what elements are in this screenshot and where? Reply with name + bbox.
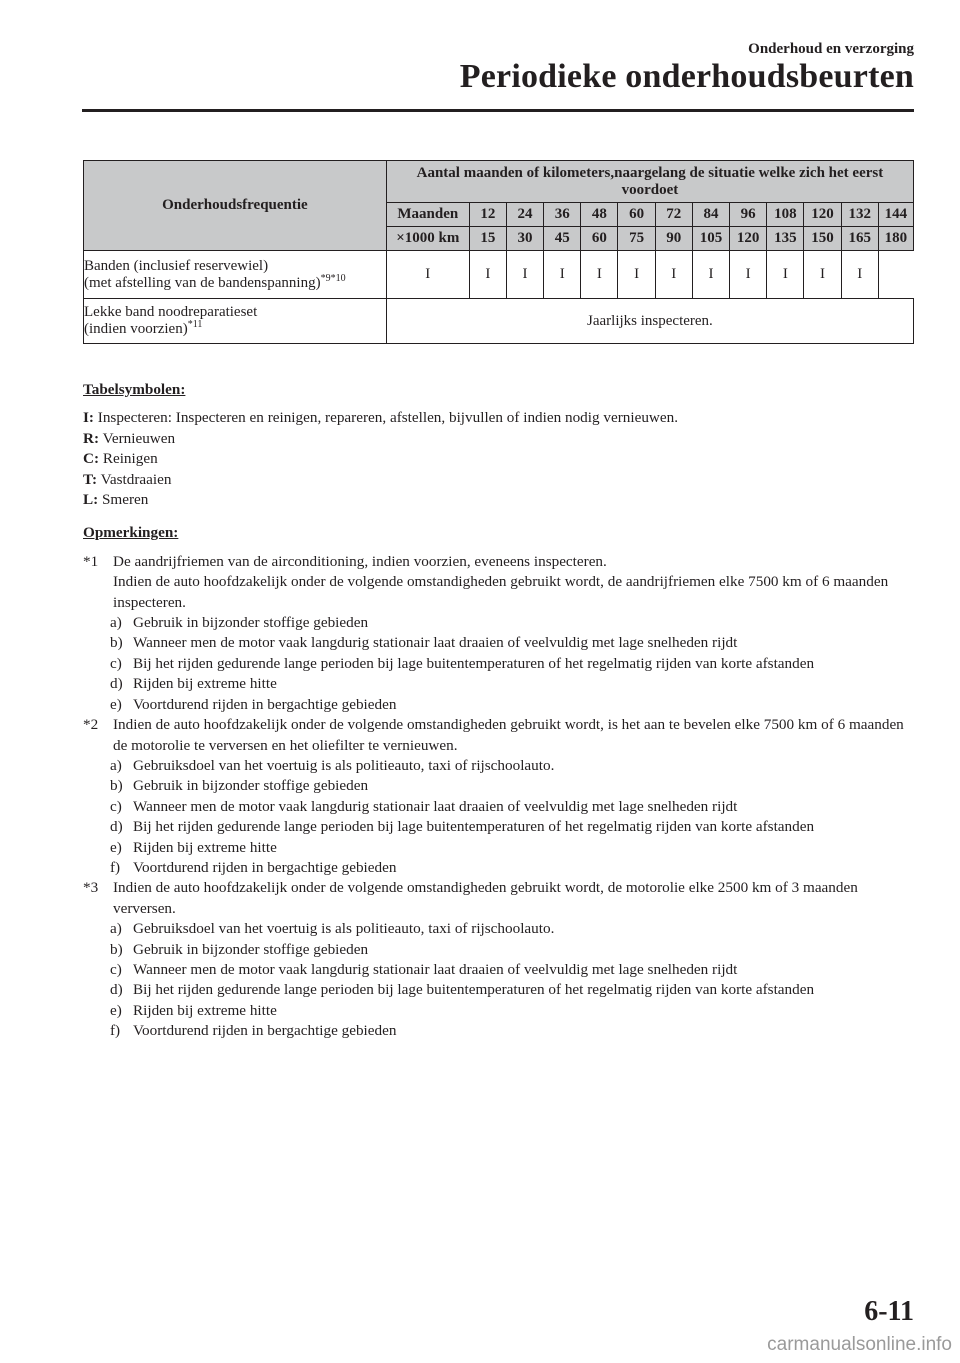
symbols-list — [83, 408, 914, 510]
subitem-mark: d) — [110, 818, 123, 836]
row-description — [84, 251, 387, 299]
note-subitem — [83, 633, 914, 653]
note-subitem — [83, 1001, 914, 1021]
month-cell: 72 — [655, 203, 692, 227]
subitem-text: Bij het rijden gedurende lange perioden bij lage buitentemperaturen of het regelmatig rijden van korte afstanden — [133, 981, 815, 999]
month-cell: 48 — [581, 203, 618, 227]
maintenance-schedule-table — [83, 160, 914, 344]
subitem-mark: b) — [110, 940, 123, 958]
km-cell: 150 — [804, 227, 841, 251]
interval-cell: I — [581, 251, 618, 299]
km-cell: 165 — [841, 227, 878, 251]
subitem-text: Gebruik in bijzonder stoffige gebieden — [133, 614, 369, 632]
subitem-mark: a) — [110, 614, 122, 632]
subitem-text: Gebruiksdoel van het voertuig is als politieauto, taxi of rijschoolauto. — [133, 920, 555, 938]
km-cell: 180 — [878, 227, 913, 251]
km-cell: 15 — [469, 227, 506, 251]
note-subitem — [83, 940, 914, 960]
month-cell: 96 — [730, 203, 767, 227]
frequency-label-cell: Onderhoudsfrequentie — [84, 161, 387, 251]
note-subitem — [83, 695, 914, 715]
note-subitem — [83, 613, 914, 633]
symbol-text: Smeren — [101, 491, 149, 509]
km-cell: 30 — [506, 227, 543, 251]
annual-inspection-cell: Jaarlijks inspecteren. — [386, 299, 913, 344]
subitem-text: Voortdurend rijden in bergachtige gebieden — [133, 695, 397, 713]
symbol-text: Vernieuwen — [102, 429, 176, 447]
interval-cell: I — [804, 251, 841, 299]
month-cell: 84 — [692, 203, 729, 227]
subitem-text: Wanneer men de motor vaak langdurig stationair laat draaien of veelvuldig met lage snelheden rijdt — [133, 797, 738, 815]
subitem-text: Bij het rijden gedurende lange perioden bij lage buitentemperaturen of het regelmatig rijden van korte afstanden — [133, 654, 815, 672]
subitem-mark: a) — [110, 920, 122, 938]
month-cell: 36 — [544, 203, 581, 227]
interval-cell: I — [655, 251, 692, 299]
interval-cell: I — [544, 251, 581, 299]
symbol-key: T: — [83, 470, 98, 488]
row-line-2: (met afstelling van de bandenspanning) — [84, 274, 321, 291]
footnote-ref: *11 — [187, 319, 203, 330]
note-subitem — [83, 817, 914, 837]
subitem-mark: c) — [110, 797, 122, 815]
note-subitem — [83, 1021, 914, 1041]
km-cell: 45 — [544, 227, 581, 251]
km-cell: 90 — [655, 227, 692, 251]
subitem-mark: a) — [110, 756, 122, 774]
section-name: Onderhoud en verzorging — [748, 41, 914, 57]
note-subitem — [83, 838, 914, 858]
subitem-mark: e) — [110, 695, 122, 713]
month-cell: 144 — [878, 203, 913, 227]
interval-cell: I — [618, 251, 655, 299]
page-number: 6-11 — [864, 1296, 914, 1327]
subitem-mark: c) — [110, 960, 122, 978]
subitem-text: Voortdurend rijden in bergachtige gebieden — [133, 858, 397, 876]
subitem-text: Wanneer men de motor vaak langdurig stationair laat draaien of veelvuldig met lage snelheden rijdt — [133, 960, 738, 978]
subitem-text: Rijden bij extreme hitte — [133, 838, 277, 856]
months-label: Maanden — [386, 203, 469, 227]
subitem-mark: e) — [110, 838, 122, 856]
note-subitem — [83, 980, 914, 1000]
month-cell: 132 — [841, 203, 878, 227]
note-text: Indien de auto hoofdzakelijk onder de volgende omstandigheden gebruikt wordt, de motorolie elke 2500 km of 3 maanden verversen. — [113, 879, 858, 917]
km-label: ×1000 km — [386, 227, 469, 251]
symbol-key: I: — [83, 409, 94, 427]
note-subitem — [83, 674, 914, 694]
subitem-mark: d) — [110, 981, 123, 999]
subitem-text: Gebruik in bijzonder stoffige gebieden — [133, 940, 369, 958]
notes-section — [83, 380, 914, 1042]
symbol-item — [83, 470, 914, 490]
month-cell: 12 — [469, 203, 506, 227]
note-text: Indien de auto hoofdzakelijk onder de volgende omstandigheden gebruikt wordt, de aandrijfriemen elke 7500 km of 6 maanden inspecteren. — [113, 573, 889, 611]
symbol-item — [83, 449, 914, 469]
subitem-text: Bij het rijden gedurende lange perioden bij lage buitentemperaturen of het regelmatig rijden van korte afstanden — [133, 818, 815, 836]
note-subitem — [83, 756, 914, 776]
note-subitem — [83, 776, 914, 796]
table-row — [84, 251, 914, 299]
subitem-mark: b) — [110, 777, 123, 795]
symbol-text: Reinigen — [102, 450, 158, 468]
km-cell: 105 — [692, 227, 729, 251]
subitem-mark: e) — [110, 1001, 122, 1019]
row-line-1: Lekke band noodreparatieset — [84, 304, 258, 320]
note-subitem — [83, 858, 914, 878]
interval-cell: I — [730, 251, 767, 299]
subitem-mark: d) — [110, 675, 123, 693]
subitem-text: Voortdurend rijden in bergachtige gebieden — [133, 1022, 397, 1040]
km-cell: 60 — [581, 227, 618, 251]
remarks-heading: Opmerkingen: — [83, 524, 179, 542]
remarks-list — [83, 552, 914, 1042]
note-text: Indien de auto hoofdzakelijk onder de volgende omstandigheden gebruikt wordt, is het aan te bevelen elke 7500 km of 6 maanden de motorolie te verversen en het oliefilter te vernieuwen. — [113, 716, 904, 754]
note-text: De aandrijfriemen van de airconditioning, indien voorzien, eveneens inspecteren. — [113, 552, 607, 570]
month-cell: 108 — [767, 203, 804, 227]
watermark: carmanualsonline.info — [767, 1334, 952, 1355]
symbol-item — [83, 429, 914, 449]
header-rule — [82, 109, 914, 112]
interval-cell: I — [506, 251, 543, 299]
note-line — [83, 572, 914, 613]
km-cell: 120 — [730, 227, 767, 251]
note-mark: *2 — [83, 716, 99, 734]
subitem-mark: c) — [110, 654, 122, 672]
symbols-heading: Tabelsymbolen: — [83, 381, 186, 398]
page-title: Periodieke onderhoudsbeurten — [459, 58, 914, 95]
row-line-2: (indien voorzien) — [84, 321, 188, 337]
note-subitem — [83, 654, 914, 674]
note-line — [83, 878, 914, 919]
note-subitem — [83, 960, 914, 980]
km-cell: 75 — [618, 227, 655, 251]
note-line — [83, 715, 914, 756]
subitem-text: Rijden bij extreme hitte — [133, 1001, 277, 1019]
symbol-text: Inspecteren: Inspecteren en reinigen, repareren, afstellen, bijvullen of indien nodig vernieuwen. — [97, 409, 679, 427]
row-line-1: Banden (inclusief reservewiel) — [84, 257, 269, 274]
subitem-mark: f) — [110, 1022, 121, 1040]
symbol-text: Vastdraaien — [100, 470, 172, 488]
km-cell: 135 — [767, 227, 804, 251]
interval-span-header: Aantal maanden of kilometers,naargelang de situatie welke zich het eerst voordoet — [386, 161, 913, 203]
symbol-item — [83, 408, 914, 428]
interval-cell: I — [386, 251, 469, 299]
subitem-mark: f) — [110, 858, 121, 876]
symbol-key: L: — [83, 491, 99, 509]
month-cell: 60 — [618, 203, 655, 227]
interval-cell: I — [692, 251, 729, 299]
subitem-text: Gebruik in bijzonder stoffige gebieden — [133, 777, 369, 795]
note-line — [83, 552, 914, 572]
note-subitem — [83, 919, 914, 939]
interval-cell: I — [767, 251, 804, 299]
subitem-mark: b) — [110, 634, 123, 652]
subitem-text: Rijden bij extreme hitte — [133, 675, 277, 693]
month-cell: 24 — [506, 203, 543, 227]
subitem-text: Wanneer men de motor vaak langdurig stationair laat draaien of veelvuldig met lage snelheden rijdt — [133, 634, 738, 652]
note-mark: *1 — [83, 552, 99, 570]
symbol-key: R: — [83, 429, 100, 447]
subitem-text: Gebruiksdoel van het voertuig is als politieauto, taxi of rijschoolauto. — [133, 756, 555, 774]
interval-cell: I — [841, 251, 878, 299]
row-description — [84, 299, 387, 344]
footnote-ref: *9*10 — [320, 272, 346, 284]
note-mark: *3 — [83, 879, 99, 897]
symbol-key: C: — [83, 450, 100, 468]
month-cell: 120 — [804, 203, 841, 227]
symbol-item — [83, 490, 914, 510]
note-subitem — [83, 797, 914, 817]
interval-cell: I — [469, 251, 506, 299]
table-row — [84, 299, 914, 344]
